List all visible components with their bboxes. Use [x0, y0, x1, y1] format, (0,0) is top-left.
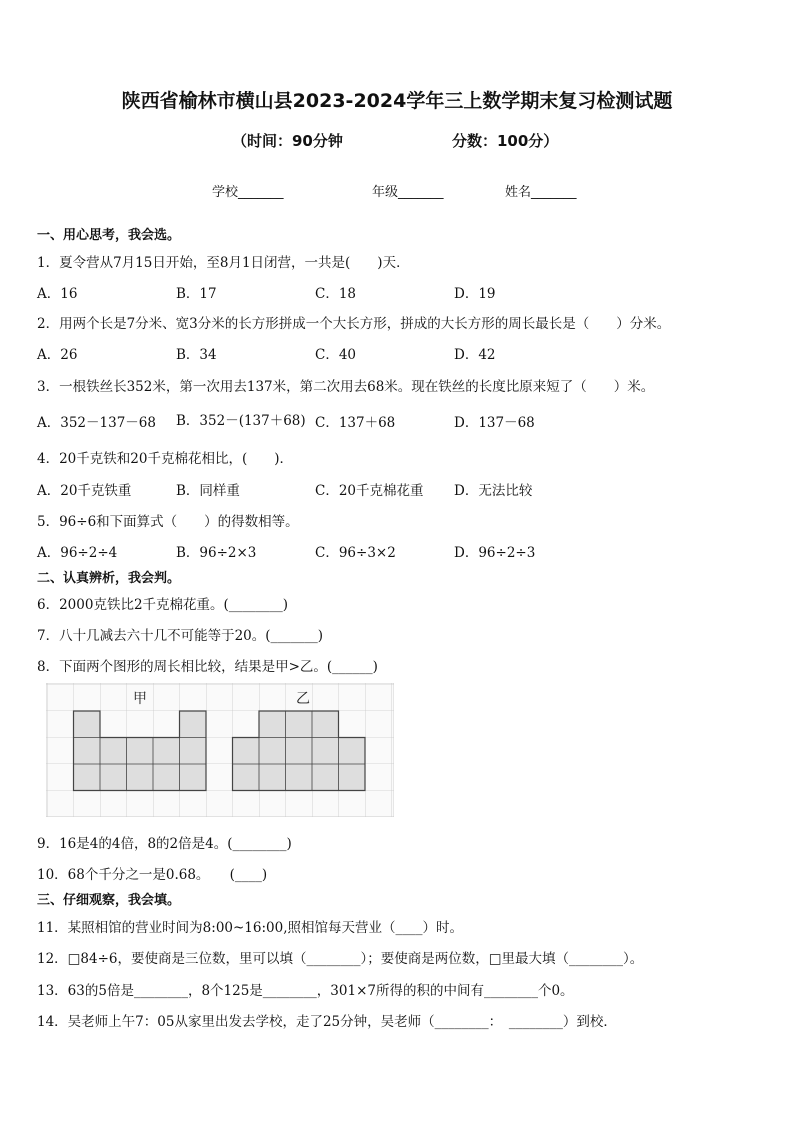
option-4d[interactable]: D．无法比较: [454, 483, 533, 499]
option-2d[interactable]: D．42: [454, 347, 496, 363]
option-2c[interactable]: C．40: [315, 347, 357, 363]
question-6: 6．2000克铁比2千克棉花重。(________): [37, 597, 289, 613]
option-1d[interactable]: D．19: [454, 286, 496, 302]
option-4a[interactable]: A．20千克铁重: [37, 483, 132, 499]
question-7: 7．八十几减去六十几不可能等于20。(_______): [37, 628, 324, 644]
option-1c[interactable]: C．18: [315, 286, 357, 302]
question-11: 11．某照相馆的营业时间为8:00~16:00,照相馆每天营业（____）时。: [37, 920, 464, 936]
question-13: 13．63的5倍是________，8个125是________，301×7所得的积的中间有________个0。: [37, 983, 574, 999]
option-1a[interactable]: A．16: [37, 286, 78, 302]
question-12: 12．□84÷6，要使商是三位数，里可以填（________）；要使商是两位数，□里最大填（________）。: [37, 951, 644, 967]
label-yi: 乙: [296, 691, 310, 707]
label-jia: 甲: [133, 691, 147, 707]
question-8: 8．下面两个图形的周长相比较，结果是甲>乙。(______): [37, 659, 378, 675]
section-heading-3: 三、仔细观察，我会填。: [37, 893, 181, 908]
question-3: 3．一根铁丝长352米，第一次用去137米，第二次用去68米。现在铁丝的长度比原来短了（ ）米。: [37, 379, 655, 395]
option-5a[interactable]: A．96÷2÷4: [37, 545, 118, 561]
page-title: 陕西省榆林市横山县2023-2024学年三上数学期末复习检测试题: [121, 90, 673, 112]
question-14: 14．吴老师上午7：05从家里出发去学校，走了25分钟，吴老师（________： ________）到校．: [37, 1014, 617, 1030]
question-1: 1．夏令营从7月15日开始，至8月1日闭营，一共是( )天．: [37, 255, 410, 271]
section-heading-2: 二、认真辨析，我会判。: [37, 571, 181, 586]
name-field[interactable]: 姓名_______: [505, 185, 577, 200]
question-2: 2．用两个长是7分米、宽3分米的长方形拼成一个大长方形，拼成的大长方形的周长最长是（ ）分米。: [37, 316, 671, 332]
question-9: 9．16是4的4倍，8的2倍是4。(________): [37, 836, 292, 852]
option-3b[interactable]: B．352－(137＋68): [176, 413, 306, 429]
grade-field[interactable]: 年级_______: [372, 185, 444, 200]
option-3d[interactable]: D．137－68: [454, 415, 535, 431]
option-4c[interactable]: C．20千克棉花重: [315, 483, 424, 499]
exam-time: （时间：90分钟: [232, 132, 343, 150]
option-2a[interactable]: A．26: [37, 347, 78, 363]
option-5b[interactable]: B．96÷2×3: [176, 545, 257, 561]
option-4b[interactable]: B．同样重: [176, 483, 240, 499]
section-heading-1: 一、用心思考，我会选。: [37, 228, 181, 243]
option-5d[interactable]: D．96÷2÷3: [454, 545, 536, 561]
option-3c[interactable]: C．137＋68: [315, 415, 396, 431]
exam-score: 分数：100分）: [452, 132, 559, 150]
option-5c[interactable]: C．96÷3×2: [315, 545, 396, 561]
question-5: 5．96÷6和下面算式（ ）的得数相等。: [37, 514, 299, 530]
perimeter-figure: [46, 683, 394, 817]
question-10: 10．68个千分之一是0.68。 (____): [37, 867, 268, 883]
option-3a[interactable]: A．352－137－68: [37, 415, 156, 431]
question-4: 4．20千克铁和20千克棉花相比，( )．: [37, 451, 293, 467]
school-field[interactable]: 学校_______: [212, 185, 284, 200]
option-1b[interactable]: B．17: [176, 286, 217, 302]
option-2b[interactable]: B．34: [176, 347, 217, 363]
